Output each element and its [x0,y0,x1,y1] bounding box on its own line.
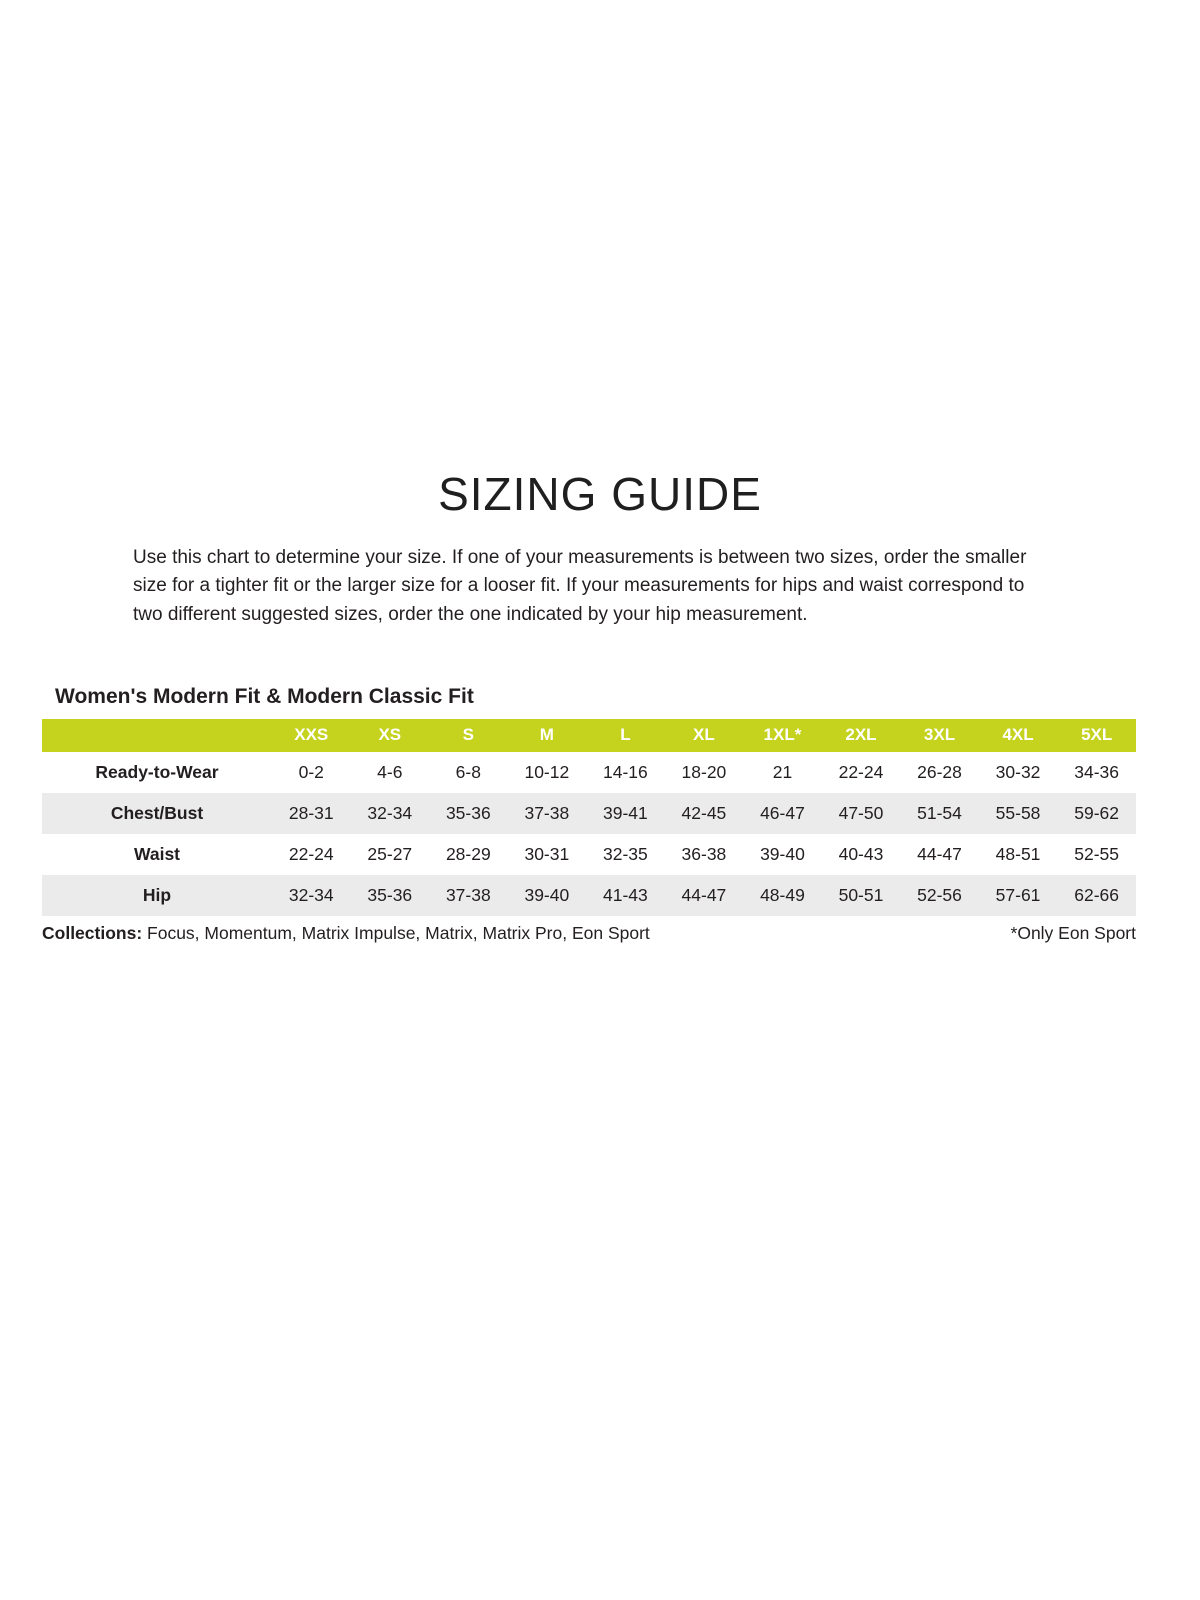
size-column-header: M [508,719,587,752]
size-table-corner-cell [42,719,272,752]
row-label: Hip [42,875,272,916]
size-cell: 18-20 [681,761,727,782]
size-cell: 22-24 [838,761,884,782]
size-cell: 10-12 [524,761,570,782]
page-title: SIZING GUIDE [438,468,762,520]
size-cell: 32-34 [351,793,430,834]
size-cell: 25-27 [367,843,413,864]
size-table-row [42,793,1136,834]
size-cell: 37-38 [429,875,508,916]
size-cell: 44-47 [665,875,744,916]
collections-text: Focus, Momentum, Matrix Impulse, Matrix, Matrix Pro, Eon Sport [142,922,650,943]
size-cell: 50-51 [822,875,901,916]
size-column-header: 2XL [822,719,901,752]
size-cell: 59-62 [1057,793,1136,834]
size-table-row [42,752,1136,793]
size-cell: 34-36 [1074,761,1120,782]
size-table [42,719,1136,916]
size-cell: 14-16 [603,761,648,782]
size-column-header: XXS [272,719,351,752]
size-cell: 28-29 [445,843,491,864]
size-table-row [42,834,1136,875]
size-cell: 36-38 [681,843,727,864]
size-cell: 22-24 [288,843,334,864]
size-cell: 48-51 [995,843,1041,864]
size-cell: 39-40 [760,843,805,864]
collections-label: Collections: [42,922,143,943]
size-cell: 55-58 [979,793,1058,834]
size-cell: 26-28 [917,761,962,782]
section-heading: Women's Modern Fit & Modern Classic Fit [55,684,474,708]
size-cell: 52-56 [900,875,979,916]
size-cell: 41-43 [586,875,665,916]
size-table-row [42,875,1136,916]
size-column-header: XS [351,719,430,752]
size-table-container [42,719,1136,916]
size-cell: 35-36 [351,875,430,916]
size-cell: 42-45 [665,793,744,834]
size-column-header: 4XL [979,719,1058,752]
size-cell: 32-34 [272,875,351,916]
size-cell: 21 [772,761,793,782]
size-column-header: 3XL [900,719,979,752]
table-footer [42,923,1136,944]
size-column-header: 1XL* [743,719,822,752]
row-label: Waist [133,843,181,864]
size-cell: 30-32 [995,761,1041,782]
size-cell: 6-8 [455,761,481,782]
size-cell: 32-35 [603,843,648,864]
size-cell: 39-40 [508,875,587,916]
row-label: Ready-to-Wear [95,761,219,782]
size-cell: 52-55 [1074,843,1120,864]
row-label: Chest/Bust [42,793,272,834]
size-cell: 47-50 [822,793,901,834]
size-column-header: L [586,719,665,752]
size-cell: 51-54 [900,793,979,834]
size-cell: 46-47 [743,793,822,834]
size-table-header-row [42,719,1136,752]
size-cell: 30-31 [524,843,570,864]
size-column-header: XL [665,719,744,752]
footnote: *Only Eon Sport [1010,922,1136,943]
size-cell: 0-2 [298,761,324,782]
size-cell: 35-36 [429,793,508,834]
size-column-header: 5XL [1057,719,1136,752]
size-cell: 39-41 [586,793,665,834]
size-cell: 28-31 [272,793,351,834]
size-cell: 62-66 [1057,875,1136,916]
size-cell: 57-61 [979,875,1058,916]
collections-line [42,923,650,944]
size-cell: 37-38 [508,793,587,834]
size-cell: 44-47 [917,843,962,864]
intro-paragraph: Use this chart to determine your size. If one of your measurements is between two sizes, order the smaller size for a tighter fit or the larger size for a looser fit. If your measurements for hips and waist correspond to two different suggested sizes, order the one indicated by your hip measurement. [133,547,1027,625]
size-cell: 40-43 [838,843,884,864]
size-cell: 48-49 [743,875,822,916]
size-column-header: S [429,719,508,752]
size-cell: 4-6 [377,761,403,782]
